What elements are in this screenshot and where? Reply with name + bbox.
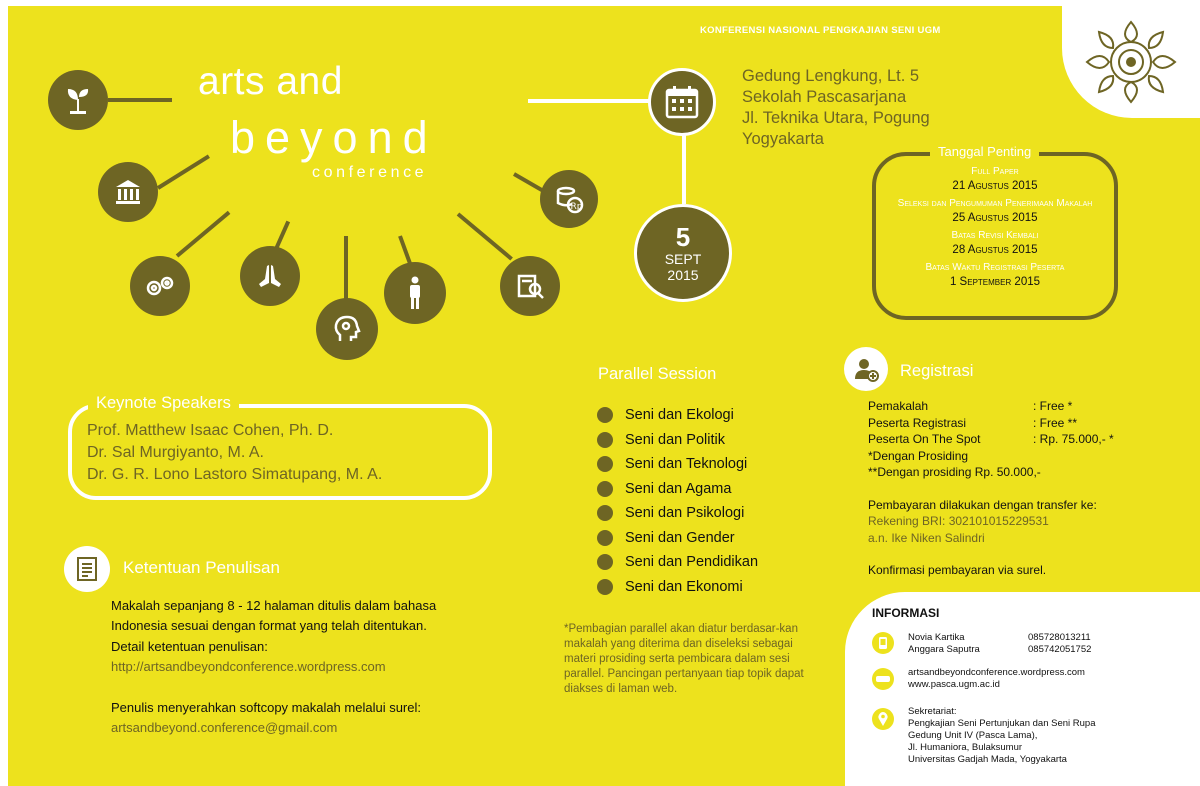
contact-name: Novia Kartika	[908, 632, 965, 643]
plant-icon	[597, 407, 613, 423]
secretariat-line: Universitas Gadjah Mada, Yogyakarta	[908, 754, 1067, 765]
ketentuan-text: Makalah sepanjang 8 - 12 halaman ditulis dalam bahasa Indonesia sesuai dengan format yang telah ditentukan.	[111, 598, 437, 633]
left-border	[0, 0, 8, 786]
title-line2: beyond	[230, 112, 438, 163]
fee-note: **Dengan prosiding Rp. 50.000,-	[868, 465, 1041, 479]
fee-row	[868, 415, 1188, 432]
venue-line: Yogyakarta	[742, 130, 824, 148]
contact-row	[908, 644, 1118, 656]
venue	[742, 66, 930, 150]
ketentuan-email[interactable]: artsandbeyond.conference@gmail.com	[111, 720, 338, 735]
calendar-icon	[648, 68, 716, 136]
session-label: Seni dan Psikologi	[625, 505, 745, 522]
connector-line	[176, 211, 231, 258]
gears-icon	[597, 456, 613, 472]
session-label: Seni dan Politik	[625, 431, 725, 448]
location-icon	[872, 708, 894, 730]
search-documents-icon	[597, 554, 613, 570]
informasi-title: INFORMASI	[872, 606, 940, 620]
keynote-title: Keynote Speakers	[88, 394, 239, 413]
org-name: KONFERENSI NASIONAL PENGKAJIAN SENI UGM	[700, 25, 941, 36]
database-money-icon	[540, 170, 598, 228]
user-add-icon	[844, 347, 888, 391]
head-gear-icon	[597, 505, 613, 521]
date-label: Seleksi dan Pengumuman Penerimaan Makalah	[897, 198, 1093, 209]
fee-value: : Free **	[1033, 415, 1078, 430]
session-item	[597, 428, 758, 453]
database-money-icon	[597, 579, 613, 595]
ketentuan-detail: Detail ketentuan penulisan:	[111, 639, 268, 654]
date-value: 21 Agustus 2015	[952, 180, 1038, 192]
museum-icon	[597, 432, 613, 448]
person-icon	[384, 262, 446, 324]
account-name: a.n. Ike Niken Salindri	[868, 530, 985, 545]
ketentuan-title: Ketentuan Penulisan	[123, 558, 280, 577]
phone-icon	[872, 632, 894, 654]
ketentuan-url[interactable]: http://artsandbeyondconference.wordpress.com	[111, 659, 386, 674]
session-item	[597, 550, 758, 575]
connector-line	[157, 155, 210, 190]
website-link[interactable]: artsandbeyondconference.wordpress.com	[908, 667, 1085, 678]
secretariat-title: Sekretariat:	[908, 706, 957, 717]
session-item	[597, 452, 758, 477]
top-border	[0, 0, 1200, 6]
parallel-note: *Pembagian parallel akan diatur berdasar-kan makalah yang diterima dan diseleksi sebagai materi prosiding serta pembicara dalam sesi parallel. Pancingan pertanyaan tiap topik dapat diakses di laman web.	[564, 623, 804, 695]
contact-phone[interactable]: 085742051752	[1028, 644, 1092, 655]
title-line3: conference	[312, 164, 428, 181]
fee-label: Peserta Registrasi	[868, 415, 967, 430]
date-value: 1 September 2015	[949, 276, 1041, 288]
date-month: SEPT	[664, 251, 702, 267]
secretariat	[908, 706, 1096, 766]
session-item	[597, 575, 758, 600]
contact-row	[908, 632, 1118, 644]
connector-line	[682, 124, 686, 204]
fee-label: Pemakalah	[868, 399, 929, 413]
session-label: Seni dan Ekologi	[625, 407, 734, 424]
fee-value: : Free *	[1033, 399, 1073, 413]
important-dates-title: Tanggal Penting	[930, 144, 1039, 159]
document-icon	[64, 546, 110, 592]
date-day: 5	[675, 222, 691, 252]
praying-hands-icon	[597, 481, 613, 497]
session-item	[597, 477, 758, 502]
venue-line: Sekolah Pascasarjana	[742, 88, 907, 106]
svg-text:Rp: Rp	[570, 202, 583, 212]
ketentuan-submit: Penulis menyerahkan softcopy makalah melalui surel:	[111, 700, 421, 715]
fee-label: Peserta On The Spot	[868, 432, 981, 446]
connector-line	[457, 212, 513, 260]
important-dates-list	[872, 165, 1118, 290]
speaker: Dr. G. R. Lono Lastoro Simatupang, M. A.	[87, 466, 383, 483]
session-label: Seni dan Agama	[625, 480, 732, 497]
venue-line: Gedung Lengkung, Lt. 5	[742, 67, 920, 85]
head-gear-icon	[316, 298, 378, 360]
date-value: 28 Agustus 2015	[952, 244, 1038, 256]
parallel-list	[597, 403, 758, 599]
contacts	[908, 632, 1118, 656]
date-year: 2015	[667, 267, 699, 283]
event-date	[634, 204, 732, 302]
person-icon	[597, 530, 613, 546]
museum-icon	[98, 162, 158, 222]
parallel-title: Parallel Session	[598, 365, 717, 383]
websites	[908, 667, 1085, 691]
connector-line	[344, 236, 348, 304]
registrasi-title: Registrasi	[900, 362, 974, 380]
registrasi-details	[868, 398, 1188, 579]
connector-line	[108, 98, 172, 102]
secretariat-line: Pengkajian Seni Pertunjukan dan Seni Rupa	[908, 718, 1096, 729]
session-item	[597, 526, 758, 551]
fee-row	[868, 398, 1188, 415]
website-link[interactable]: www.pasca.ugm.ac.id	[908, 679, 1000, 690]
contact-phone[interactable]: 085728013211	[1028, 632, 1091, 643]
session-label: Seni dan Ekonomi	[625, 578, 743, 595]
session-item	[597, 403, 758, 428]
keynote-speakers	[87, 420, 382, 486]
web-icon	[872, 668, 894, 690]
praying-hands-icon	[240, 246, 300, 306]
confirmation-text: Konfirmasi pembayaran via surel.	[868, 563, 1047, 577]
connector-line	[528, 99, 658, 103]
date-label: Batas Waktu Registrasi Peserta	[925, 262, 1065, 273]
ugm-seal-icon	[1077, 16, 1185, 108]
secretariat-line: Gedung Unit IV (Pasca Lama),	[908, 730, 1038, 741]
speaker: Prof. Matthew Isaac Cohen, Ph. D.	[87, 422, 334, 439]
bank-account: Rekening BRI: 302101015229531	[868, 514, 1049, 528]
search-documents-icon	[500, 256, 560, 316]
gears-icon	[130, 256, 190, 316]
speaker: Dr. Sal Murgiyanto, M. A.	[87, 444, 264, 461]
date-label: Full Paper	[971, 166, 1019, 177]
contact-name: Anggara Saputra	[908, 644, 980, 655]
session-label: Seni dan Gender	[625, 529, 735, 546]
fee-row	[868, 431, 1188, 448]
title-line1: arts and	[198, 60, 343, 103]
venue-line: Jl. Teknika Utara, Pogung	[742, 109, 930, 127]
secretariat-line: Jl. Humaniora, Bulaksumur	[908, 742, 1023, 753]
session-label: Seni dan Teknologi	[625, 456, 748, 473]
fee-value: : Rp. 75.000,- *	[1033, 432, 1114, 446]
session-item	[597, 501, 758, 526]
date-value: 25 Agustus 2015	[952, 212, 1038, 224]
plant-icon	[48, 70, 108, 130]
date-label: Batas Revisi Kembali	[951, 230, 1039, 241]
transfer-text: Pembayaran dilakukan dengan transfer ke:	[868, 497, 1097, 512]
fee-note: *Dengan Prosiding	[868, 448, 969, 463]
session-label: Seni dan Pendidikan	[625, 554, 759, 571]
